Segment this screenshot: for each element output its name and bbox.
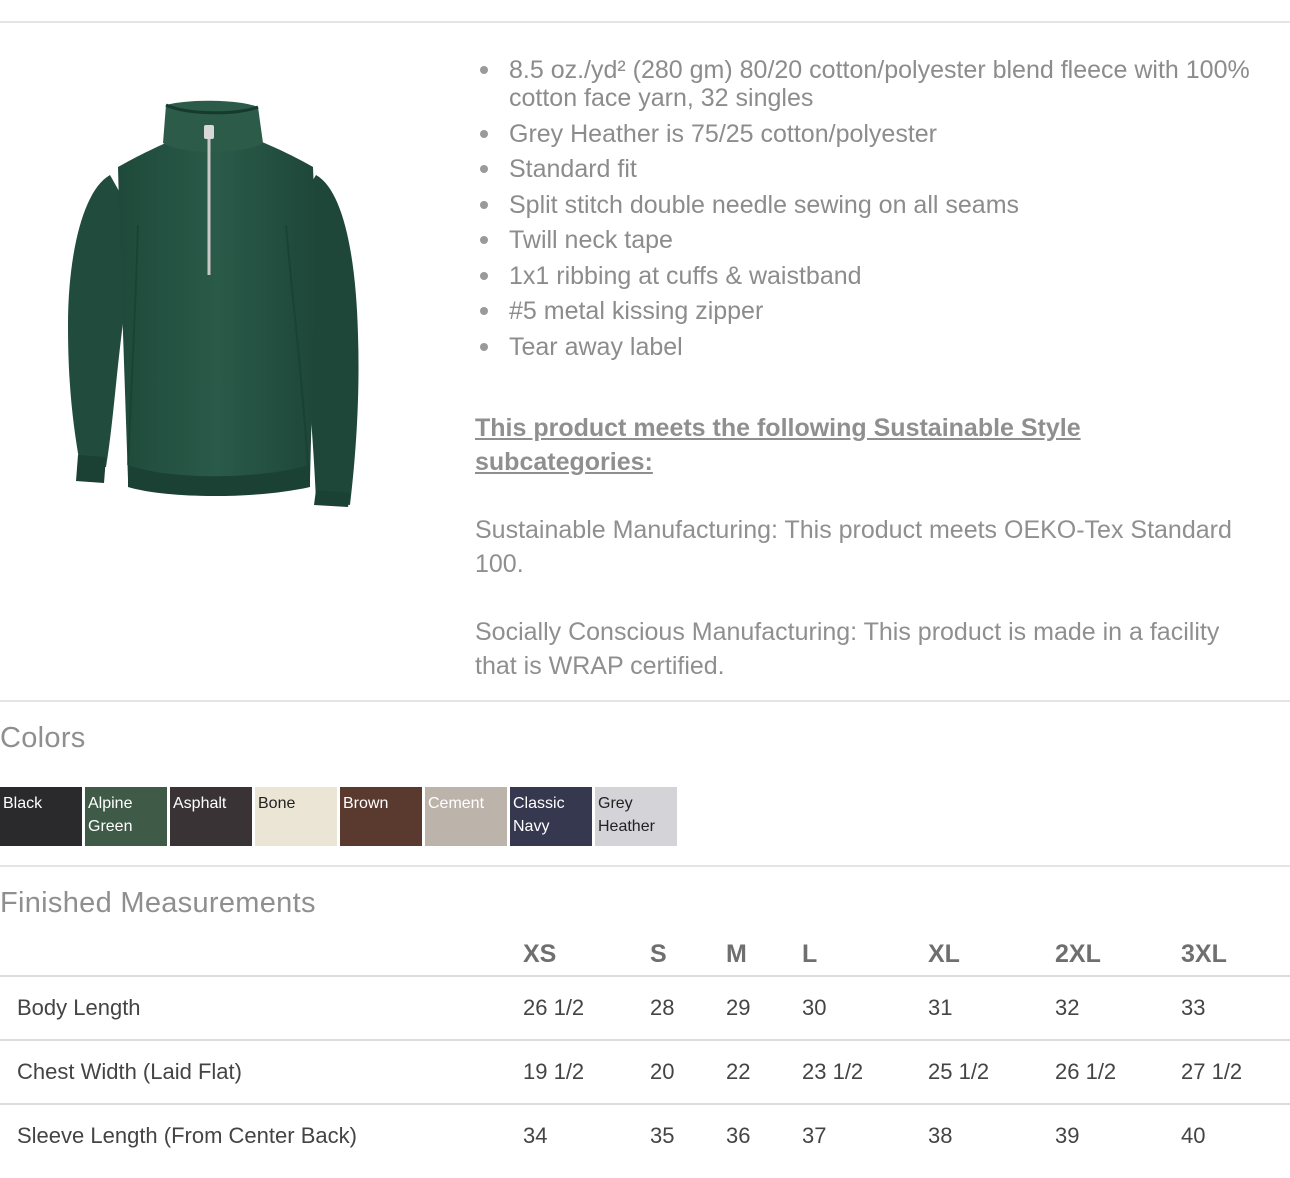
size-header: L xyxy=(802,940,818,968)
color-swatch-brown[interactable]: Brown xyxy=(340,787,422,846)
table-cell: 19 1/2 xyxy=(523,1059,585,1084)
top-divider xyxy=(0,21,1290,23)
table-cell: 20 xyxy=(650,1059,675,1084)
color-swatches xyxy=(0,787,680,846)
feature-item: 1x1 ribbing at cuffs & waistband xyxy=(475,262,1275,290)
measurements-divider xyxy=(0,865,1290,867)
row-label: Chest Width (Laid Flat) xyxy=(17,1059,242,1084)
table-cell: 37 xyxy=(802,1123,827,1148)
size-header: XL xyxy=(928,940,960,968)
sustainable-manufacturing-text: Sustainable Manufacturing: This product meets OEKO-Tex Standard 100. xyxy=(475,516,1232,578)
color-swatch-classic-navy[interactable]: Classic Navy xyxy=(510,787,592,846)
feature-item: 8.5 oz./yd² (280 gm) 80/20 cotton/polyester blend fleece with 100% cotton face yarn, 32 singles xyxy=(475,56,1275,112)
table-cell: 30 xyxy=(802,995,827,1020)
feature-item: Split stitch double needle sewing on all seams xyxy=(475,191,1275,219)
color-swatch-cement[interactable]: Cement xyxy=(425,787,507,846)
table-cell: 32 xyxy=(1055,995,1080,1020)
bullet-icon xyxy=(480,343,488,351)
socially-conscious-text: Socially Conscious Manufacturing: This product is made in a facility that is WRAP certified. xyxy=(475,618,1220,680)
table-cell: 31 xyxy=(928,995,953,1020)
table-cell: 39 xyxy=(1055,1123,1080,1148)
bullet-icon xyxy=(480,66,488,74)
table-cell: 38 xyxy=(928,1123,953,1148)
bullet-icon xyxy=(480,272,488,280)
size-header: 3XL xyxy=(1181,940,1227,968)
table-cell: 27 1/2 xyxy=(1181,1059,1243,1084)
table-row xyxy=(0,977,1290,1041)
row-label: Sleeve Length (From Center Back) xyxy=(17,1123,357,1148)
product-image xyxy=(58,95,368,515)
row-label: Body Length xyxy=(17,995,141,1020)
color-swatch-black[interactable]: Black xyxy=(0,787,82,846)
size-header: M xyxy=(726,940,747,968)
feature-item: Twill neck tape xyxy=(475,226,1275,254)
colors-title: Colors xyxy=(0,722,86,754)
color-swatch-bone[interactable]: Bone xyxy=(255,787,337,846)
measurements-table xyxy=(0,930,1290,1167)
table-row xyxy=(0,1105,1290,1167)
bullet-icon xyxy=(480,201,488,209)
sustainable-style-heading: This product meets the following Sustainable Style subcategories: xyxy=(475,414,1081,476)
color-swatch-alpine-green[interactable]: Alpine Green xyxy=(85,787,167,846)
colors-divider xyxy=(0,700,1290,702)
bullet-icon xyxy=(480,165,488,173)
feature-list xyxy=(475,56,1275,368)
feature-item: Tear away label xyxy=(475,333,1275,361)
table-cell: 29 xyxy=(726,995,751,1020)
size-header: XS xyxy=(523,940,557,968)
size-header: S xyxy=(650,940,667,968)
table-cell: 23 1/2 xyxy=(802,1059,864,1084)
table-cell: 26 1/2 xyxy=(1055,1059,1117,1084)
size-header: 2XL xyxy=(1055,940,1101,968)
table-cell: 35 xyxy=(650,1123,675,1148)
color-swatch-grey-heather[interactable]: Grey Heather xyxy=(595,787,677,846)
feature-item: Grey Heather is 75/25 cotton/polyester xyxy=(475,120,1275,148)
table-row xyxy=(0,1041,1290,1105)
table-cell: 26 1/2 xyxy=(523,995,585,1020)
table-cell: 33 xyxy=(1181,995,1206,1020)
bullet-icon xyxy=(480,236,488,244)
table-cell: 34 xyxy=(523,1123,548,1148)
table-header-row xyxy=(0,930,1290,977)
table-cell: 22 xyxy=(726,1059,751,1084)
color-swatch-asphalt[interactable]: Asphalt xyxy=(170,787,252,846)
measurements-title: Finished Measurements xyxy=(0,887,316,919)
bullet-icon xyxy=(480,307,488,315)
table-cell: 36 xyxy=(726,1123,751,1148)
feature-item: #5 metal kissing zipper xyxy=(475,297,1275,325)
table-cell: 40 xyxy=(1181,1123,1206,1148)
table-cell: 28 xyxy=(650,995,675,1020)
table-cell: 25 1/2 xyxy=(928,1059,990,1084)
bullet-icon xyxy=(480,130,488,138)
feature-item: Standard fit xyxy=(475,155,1275,183)
